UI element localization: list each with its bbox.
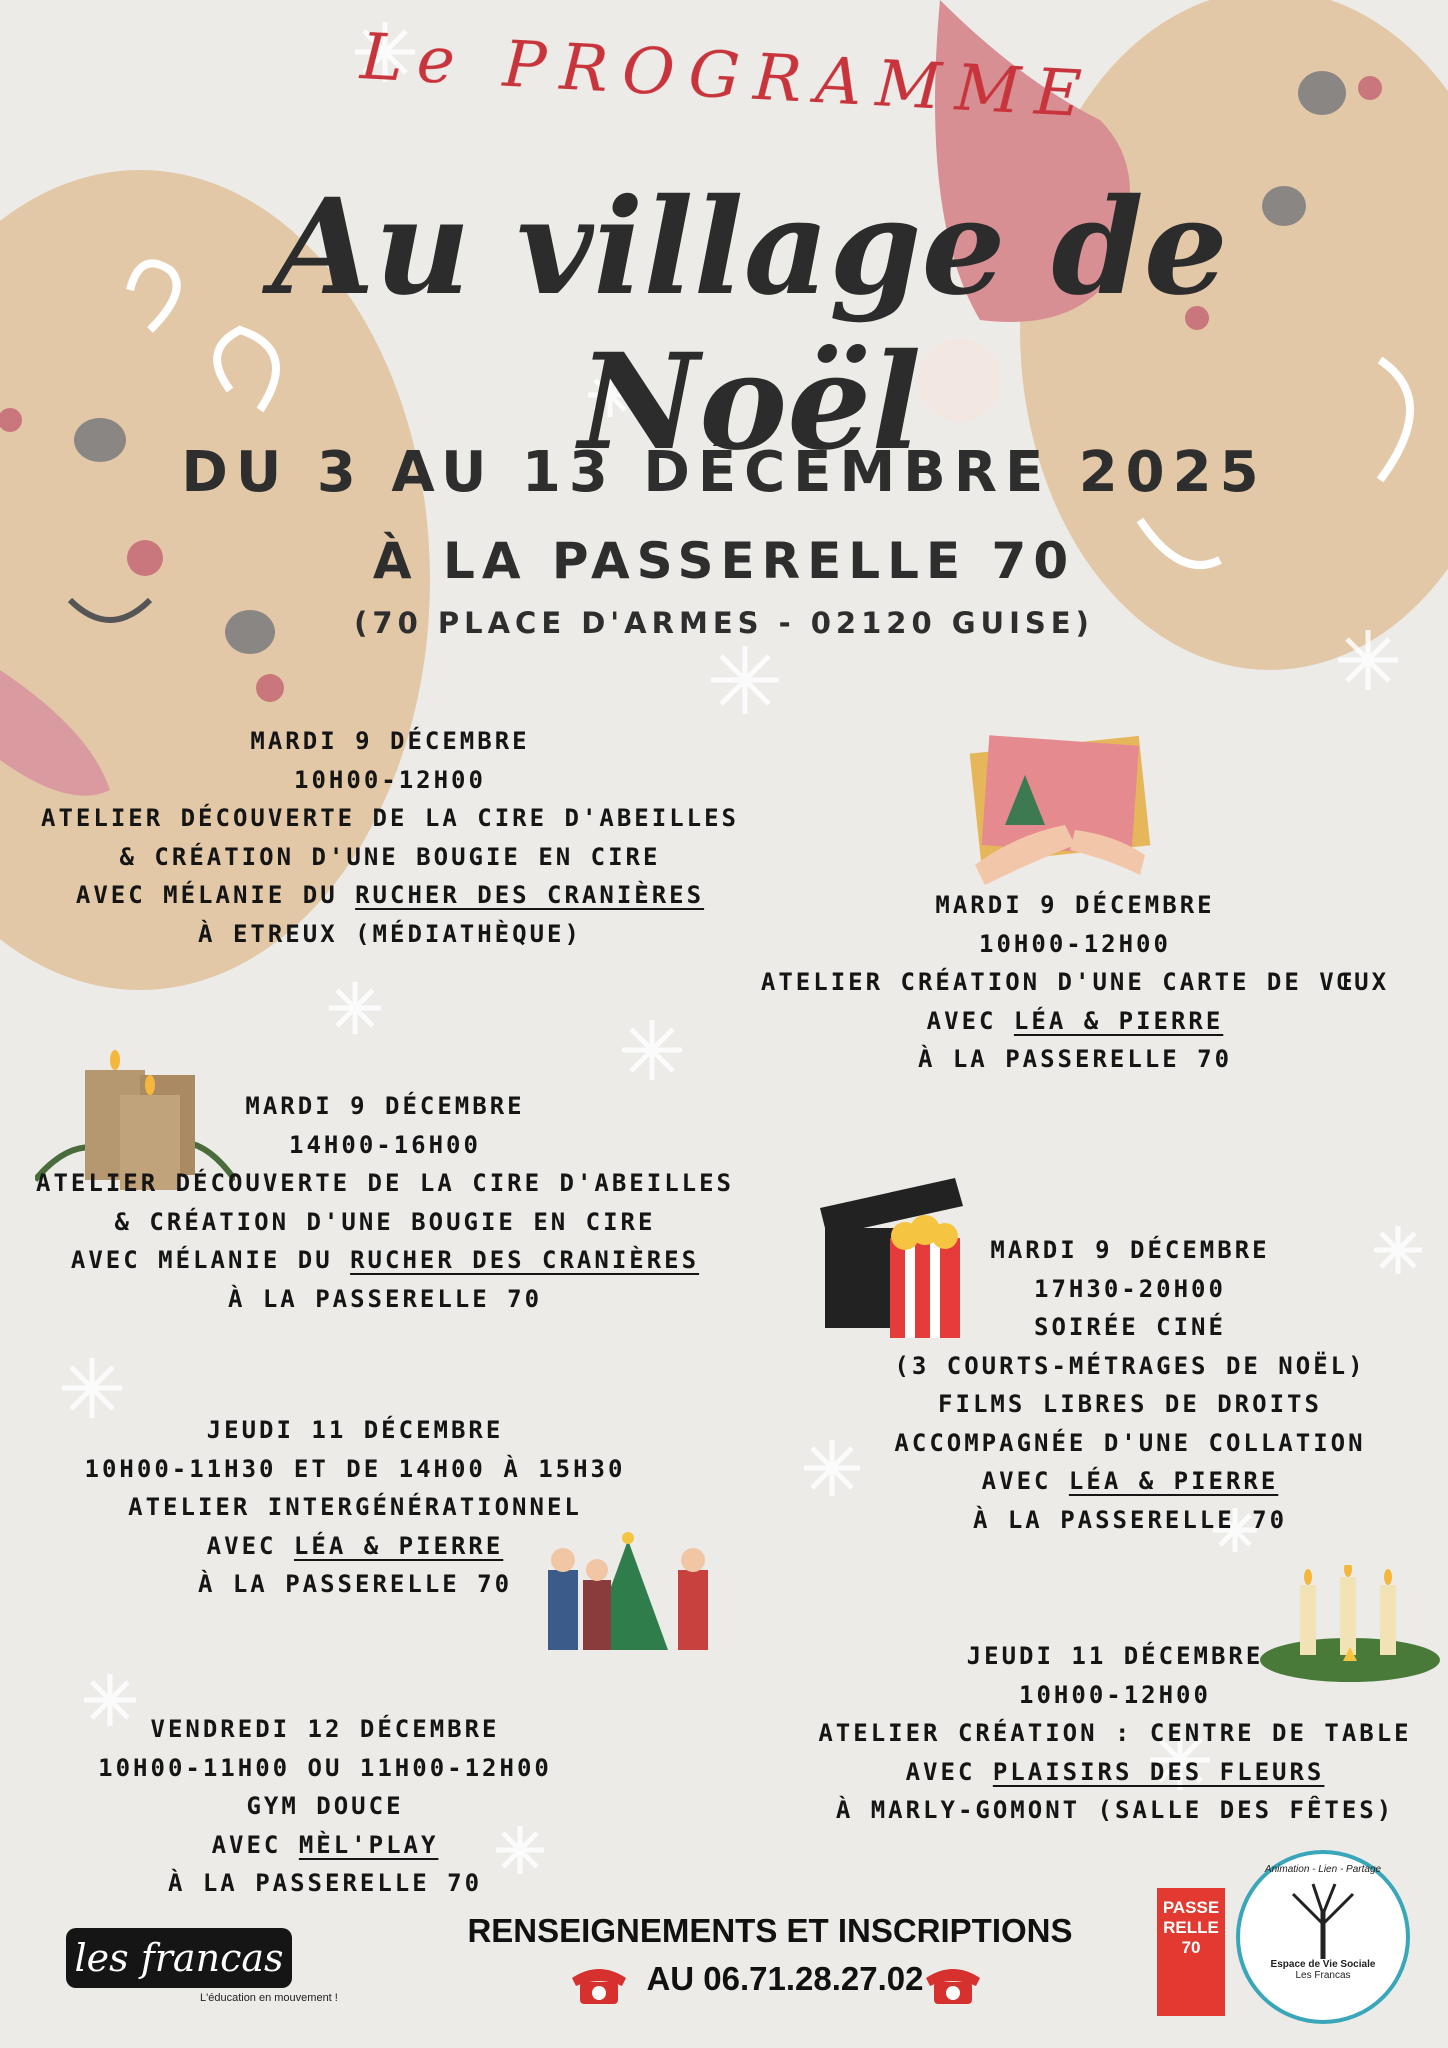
event-title: ATELIER DÉCOUVERTE DE LA CIRE D'ABEILLES bbox=[36, 1169, 734, 1197]
event-title: SOIRÉE CINÉ bbox=[1034, 1313, 1226, 1341]
pretitle: Le PROGRAMME bbox=[358, 20, 1098, 133]
telephone-icon bbox=[922, 1962, 984, 2006]
event-time: 10H00-11H30 ET DE 14H00 À 15H30 bbox=[84, 1454, 626, 1483]
event-subtitle: & CRÉATION D'UNE BOUGIE EN CIRE bbox=[119, 842, 661, 871]
event-place: À LA PASSERELLE 70 bbox=[972, 1505, 1288, 1534]
event-host: AVEC LÉA & PIERRE bbox=[206, 1531, 504, 1560]
evs-logo bbox=[1236, 1850, 1410, 2024]
event-host: AVEC MÉLANIE DU RUCHER DES CRANIÈRES bbox=[70, 1246, 700, 1274]
event-place: À LA PASSERELLE 70 bbox=[197, 1570, 513, 1598]
event-1 bbox=[30, 722, 750, 953]
event-host: AVEC LÉA & PIERRE bbox=[981, 1467, 1279, 1495]
event-host: AVEC MÈL'PLAY bbox=[211, 1830, 439, 1859]
evs-logo-sub: Les Francas bbox=[1295, 1970, 1351, 1981]
event-day: MARDI 9 DÉCEMBRE bbox=[250, 727, 530, 755]
event-subtitle: (3 COURTS-MÉTRAGES DE NOËL) bbox=[894, 1351, 1366, 1380]
event-dates: DU 3 AU 13 DÉCEMBRE 2025 bbox=[181, 440, 1267, 505]
event-time: 10H00-12H00 bbox=[1019, 1680, 1211, 1709]
event-day: VENDREDI 12 DÉCEMBRE bbox=[150, 1715, 500, 1743]
event-time: 10H00-12H00 bbox=[979, 929, 1171, 958]
event-place: À ETREUX (MÉDIATHÈQUE) bbox=[198, 919, 582, 948]
event-3 bbox=[30, 1087, 740, 1318]
craft-card-icon bbox=[955, 715, 1155, 885]
event-time: 17H30-20H00 bbox=[1034, 1274, 1226, 1303]
event-day: JEUDI 11 DÉCEMBRE bbox=[206, 1416, 504, 1444]
host-link[interactable]: RUCHER DES CRANIÈRES bbox=[350, 1246, 700, 1274]
francas-logo: les francas bbox=[66, 1928, 292, 1988]
event-title: ATELIER DÉCOUVERTE DE LA CIRE D'ABEILLES bbox=[41, 804, 739, 832]
event-detail: FILMS LIBRES DE DROITS bbox=[938, 1390, 1322, 1418]
event-time: 10H00-12H00 bbox=[294, 765, 486, 794]
event-place: À MARLY-GOMONT (SALLE DES FÊTES) bbox=[835, 1796, 1395, 1824]
event-day: JEUDI 11 DÉCEMBRE bbox=[966, 1642, 1264, 1670]
host-link[interactable]: RUCHER DES CRANIÈRES bbox=[355, 881, 705, 909]
event-title: ATELIER CRÉATION D'UNE CARTE DE VŒUX bbox=[760, 968, 1390, 996]
event-2 bbox=[730, 886, 1420, 1079]
event-place: À LA PASSERELLE 70 bbox=[917, 1045, 1233, 1073]
phone-number[interactable]: AU 06.71.28.27.02 bbox=[646, 1960, 924, 1997]
event-host: AVEC LÉA & PIERRE bbox=[926, 1006, 1224, 1035]
event-host: AVEC MÉLANIE DU RUCHER DES CRANIÈRES bbox=[75, 881, 705, 909]
event-place: À LA PASSERELLE 70 bbox=[167, 1869, 483, 1897]
tree-icon bbox=[1273, 1879, 1373, 1959]
host-link[interactable]: LÉA & PIERRE bbox=[1068, 1467, 1279, 1495]
event-place: À LA PASSERELLE 70 bbox=[227, 1284, 543, 1313]
host-link[interactable]: MÈL'PLAY bbox=[298, 1830, 439, 1859]
passerelle-logo bbox=[1157, 1888, 1225, 2016]
event-title: GYM DOUCE bbox=[246, 1792, 404, 1820]
event-title: ATELIER CRÉATION : CENTRE DE TABLE bbox=[818, 1719, 1412, 1747]
info-heading: RENSEIGNEMENTS ET INSCRIPTIONS bbox=[467, 1912, 1073, 1949]
event-subtitle: & CRÉATION D'UNE BOUGIE EN CIRE bbox=[114, 1207, 656, 1236]
francas-tagline: L'éducation en mouvement ! bbox=[200, 1992, 338, 2004]
event-detail: ACCOMPAGNÉE D'UNE COLLATION bbox=[894, 1428, 1366, 1457]
event-6 bbox=[800, 1637, 1430, 1830]
address: (70 PLACE D'ARMES - 02120 GUISE) bbox=[354, 606, 1094, 640]
event-day: MARDI 9 DÉCEMBRE bbox=[990, 1236, 1270, 1264]
page-title: Au village de Noël bbox=[272, 170, 1228, 480]
telephone-icon bbox=[568, 1962, 630, 2006]
event-time: 14H00-16H00 bbox=[289, 1130, 481, 1159]
family-christmas-icon bbox=[528, 1530, 728, 1670]
host-link[interactable]: LÉA & PIERRE bbox=[293, 1531, 504, 1560]
evs-logo-title: Espace de Vie Sociale bbox=[1270, 1959, 1376, 1970]
event-day: MARDI 9 DÉCEMBRE bbox=[245, 1092, 525, 1120]
host-link[interactable]: PLAISIRS DES FLEURS bbox=[992, 1757, 1325, 1786]
event-day: MARDI 9 DÉCEMBRE bbox=[935, 891, 1215, 919]
event-title: ATELIER INTERGÉNÉRATIONNEL bbox=[128, 1493, 582, 1521]
evs-logo-top: Animation - Lien - Partage bbox=[1264, 1864, 1382, 1875]
host-link[interactable]: LÉA & PIERRE bbox=[1013, 1006, 1224, 1035]
event-time: 10H00-11H00 OU 11H00-12H00 bbox=[98, 1753, 552, 1782]
event-7 bbox=[80, 1710, 570, 1903]
venue: À LA PASSERELLE 70 bbox=[372, 532, 1076, 590]
event-4 bbox=[850, 1231, 1410, 1539]
passerelle-logo-text: PASSERELLE 70 bbox=[1162, 1898, 1220, 1957]
event-host: AVEC PLAISIRS DES FLEURS bbox=[905, 1757, 1325, 1786]
